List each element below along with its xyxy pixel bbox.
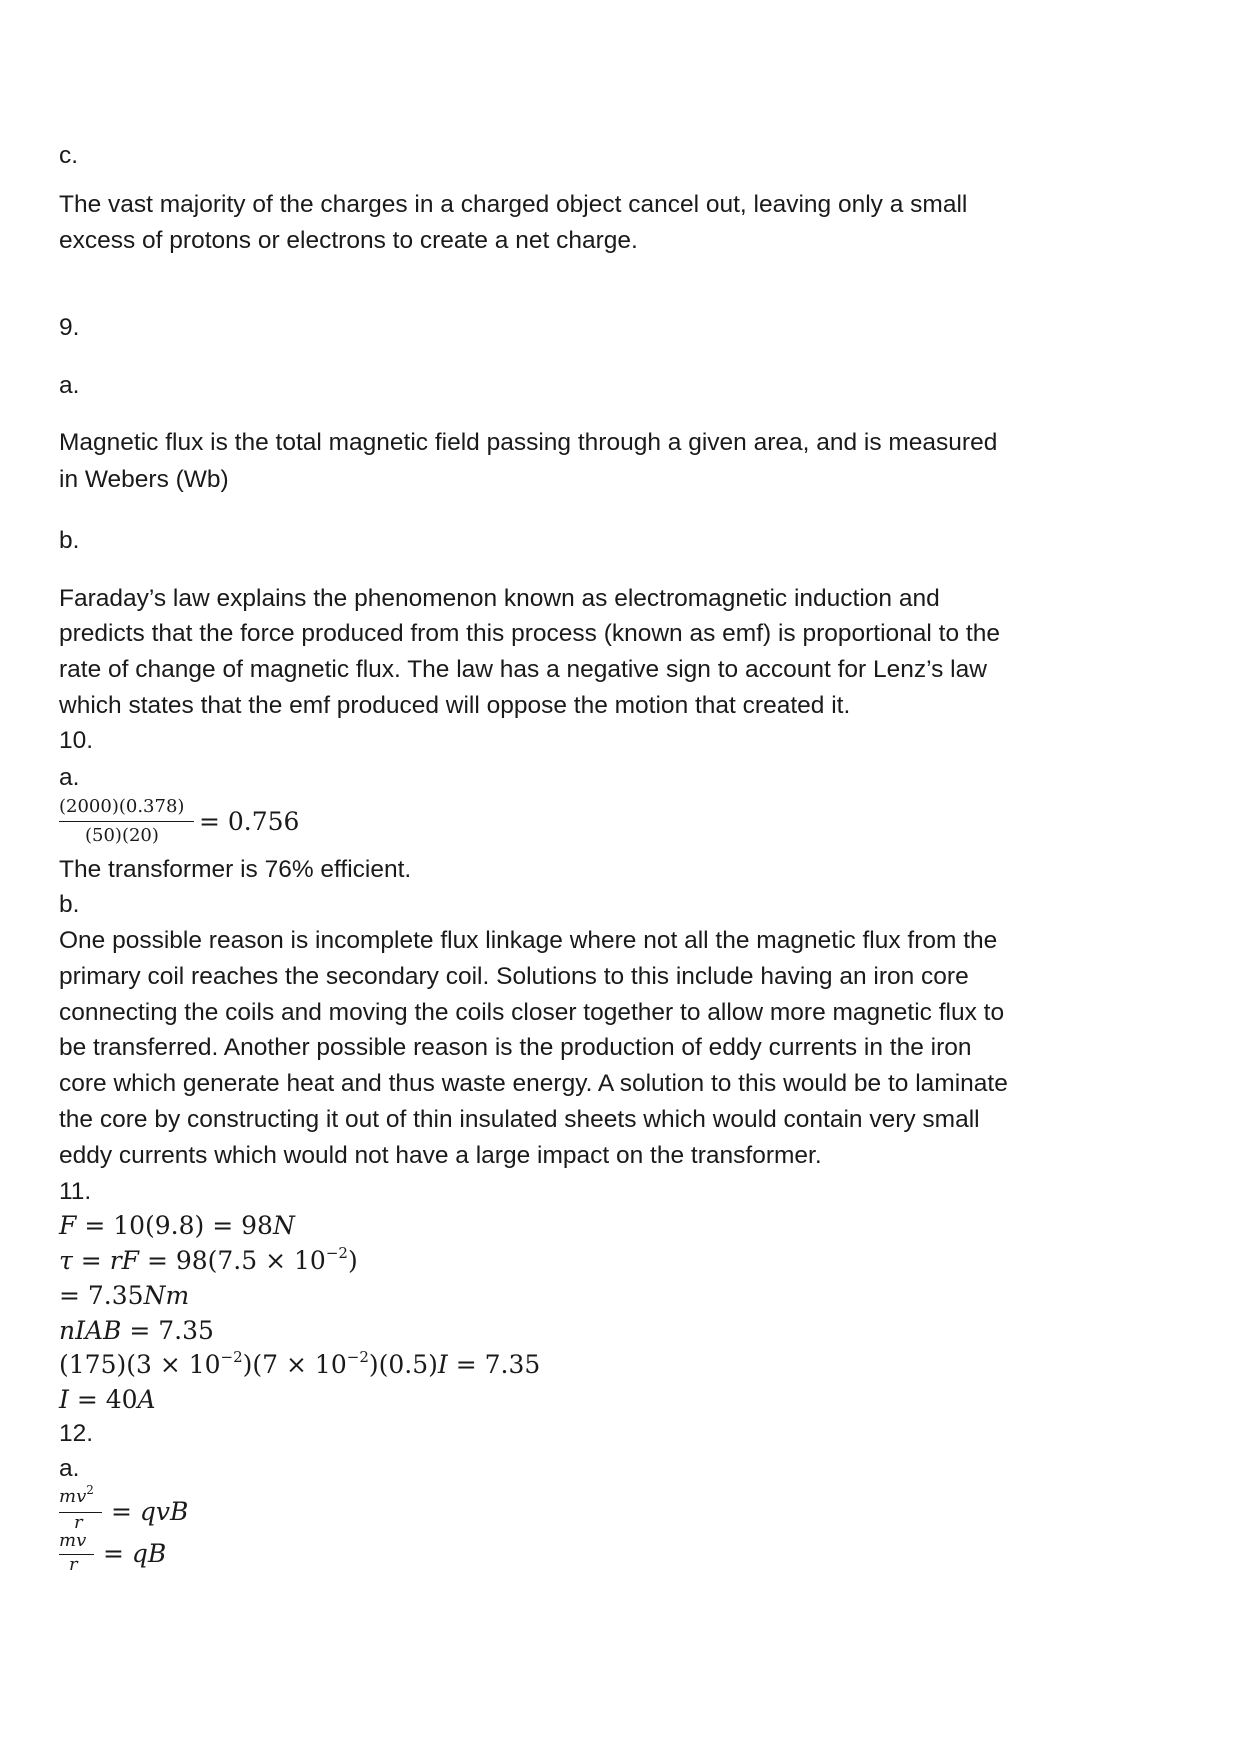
efficiency-equation <box>59 796 359 856</box>
paragraph-line: One possible reason is incomplete flux linkage where not all the magnetic flux from the <box>59 927 998 954</box>
paragraph-line: be transferred. Another possible reason is the production of eddy currents in the iron <box>59 1034 972 1061</box>
label-a: a. <box>59 372 80 399</box>
current-eq-part: )(7 × 10 <box>242 1350 347 1379</box>
fraction-denominator <box>69 1556 78 1574</box>
symbol-mv: mv <box>59 1486 87 1507</box>
label-a: a. <box>59 764 80 791</box>
equation-rhs <box>111 1499 188 1524</box>
current-eq-part: = 7.35 <box>447 1350 541 1379</box>
fraction-numerator <box>59 1483 94 1507</box>
centripetal-equation <box>59 1483 259 1534</box>
current-equation <box>59 1348 541 1379</box>
paragraph-line: eddy currents which would not have a large impact on the transformer. <box>59 1142 822 1169</box>
unit-N: N <box>272 1211 295 1240</box>
paragraph-line: core which generate heat and thus waste energy. A solution to this would be to laminate <box>59 1070 1008 1097</box>
exponent: −2 <box>220 1348 243 1366</box>
momentum-equation <box>59 1532 259 1578</box>
label-a: a. <box>59 1455 80 1482</box>
paragraph-line: excess of protons or electrons to create a net charge. <box>59 227 638 254</box>
question-number-12: 12. <box>59 1420 94 1447</box>
exponent: −2 <box>325 1244 348 1262</box>
torque-calc: = 98(7.5 × 10 <box>139 1246 326 1275</box>
symbol-r: r <box>109 1246 122 1275</box>
symbol-mv: mv <box>59 1530 87 1551</box>
current-eq-part: (175)(3 × 10 <box>59 1350 221 1379</box>
question-number-9: 9. <box>59 314 80 341</box>
niab-equation <box>59 1318 214 1343</box>
paragraph-line: predicts that the force produced from this process (known as emf) is proportional to the <box>59 620 1000 647</box>
symbol-F: F <box>59 1211 77 1240</box>
paragraph-line: connecting the coils and moving the coils closer together to allow more magnetic flux to <box>59 999 1005 1026</box>
symbol-tau: τ <box>59 1246 73 1275</box>
question-number-10: 10. <box>59 727 94 754</box>
paragraph-line: rate of change of magnetic flux. The law has a negative sign to account for Lenz’s law <box>59 656 987 683</box>
unit-A: A <box>137 1385 156 1414</box>
label-b: b. <box>59 891 80 918</box>
label-c: c. <box>59 142 79 169</box>
fraction-bar <box>59 821 194 822</box>
question-number-11: 11. <box>59 1178 92 1205</box>
paragraph-line: primary coil reaches the secondary coil. Solutions to this include having an iron core <box>59 963 969 990</box>
equals: = <box>111 1497 132 1526</box>
torque-result <box>59 1283 189 1308</box>
torque-value: = 7.35 <box>59 1281 144 1310</box>
paragraph-line: the core by constructing it out of thin insulated sheets which would contain very small <box>59 1106 980 1133</box>
current-value: = 40 <box>68 1385 138 1414</box>
symbol-qvB: qvB <box>139 1497 189 1526</box>
symbol-qB: qB <box>131 1539 167 1568</box>
equals: = <box>103 1539 124 1568</box>
unit-Nm: Nm <box>143 1281 190 1310</box>
symbol-I: I <box>59 1385 69 1414</box>
fraction-numerator <box>59 1532 86 1550</box>
symbol-r: r <box>74 1512 83 1533</box>
exponent: 2 <box>86 1483 94 1497</box>
force-equation <box>59 1213 295 1238</box>
efficiency-result: = 0.756 <box>199 807 300 836</box>
efficiency-denominator: (50)(20) <box>85 825 159 846</box>
efficiency-numerator: (2000)(0.378) <box>59 796 185 817</box>
paragraph-line: which states that the emf produced will oppose the motion that created it. <box>59 692 851 719</box>
paragraph-line: The vast majority of the charges in a charged object cancel out, leaving only a small <box>59 191 968 218</box>
symbol-nIAB: nIAB <box>59 1316 122 1345</box>
paragraph-line: Faraday’s law explains the phenomenon known as electromagnetic induction and <box>59 585 940 612</box>
niab-value: = 7.35 <box>121 1316 214 1345</box>
equation-rhs <box>103 1541 166 1566</box>
label-b: b. <box>59 527 80 554</box>
torque-equation: τ = rF = $98(7.5 \times 10^{-2})$ <box>59 1244 358 1275</box>
efficiency-statement: The transformer is 76% efficient. <box>59 856 412 883</box>
symbol-I: I <box>437 1350 448 1379</box>
exponent: −2 <box>346 1348 369 1366</box>
paragraph-line: Magnetic flux is the total magnetic field passing through a given area, and is measured <box>59 429 998 456</box>
symbol-F: F <box>121 1246 139 1275</box>
current-result <box>59 1387 156 1412</box>
force-calc: = 10(9.8) = 98 <box>84 1211 273 1240</box>
symbol-r: r <box>69 1554 78 1575</box>
equals: = <box>72 1246 110 1275</box>
paragraph-line: in Webers (Wb) <box>59 466 229 493</box>
current-eq-part: )(0.5) <box>368 1350 438 1379</box>
